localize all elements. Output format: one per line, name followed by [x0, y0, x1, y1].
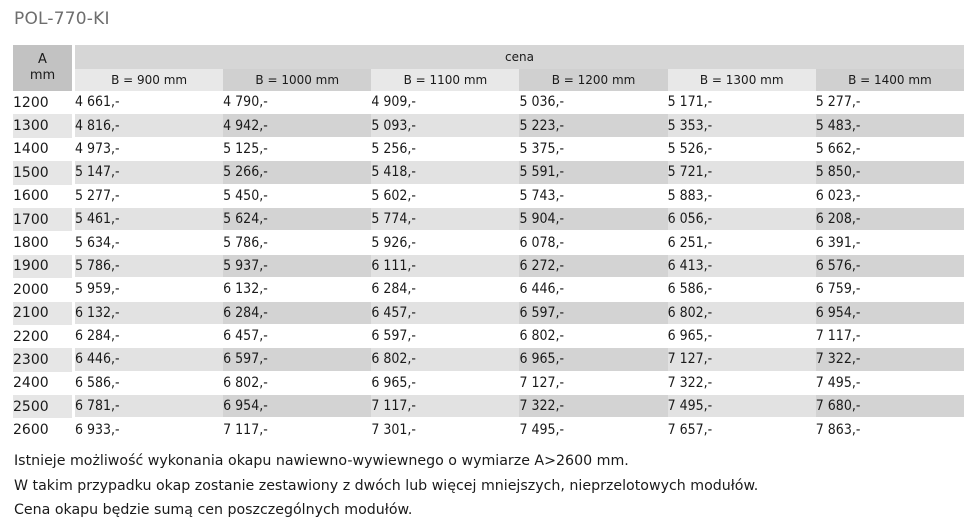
price-cell: 6 965,-: [668, 325, 816, 348]
price-cell: 7 117,-: [223, 418, 371, 441]
price-cell: 6 954,-: [816, 302, 964, 325]
price-table: [13, 45, 964, 442]
price-cell: 6 965,-: [371, 372, 519, 395]
table-row: [13, 161, 964, 184]
price-cell: 6 802,-: [668, 302, 816, 325]
price-cell: 7 117,-: [816, 325, 964, 348]
note-line: W takim przypadku okap zostanie zestawiony z dwóch lub więcej mniejszych, nieprzelotowych modułów.: [14, 477, 759, 494]
price-cell: 7 322,-: [519, 395, 667, 418]
b-dimension-header: B = 1100 mm: [371, 69, 519, 91]
price-cell: 5 418,-: [371, 161, 519, 184]
price-cell: 6 284,-: [371, 278, 519, 301]
a-dimension-cell: 2500: [13, 395, 75, 418]
price-cell: 6 954,-: [223, 395, 371, 418]
table-row: [13, 255, 964, 278]
price-cell: 5 774,-: [371, 208, 519, 231]
price-cell: 4 942,-: [223, 114, 371, 137]
price-cell: 6 586,-: [75, 372, 223, 395]
table-row: [13, 208, 964, 231]
price-cell: 6 759,-: [816, 278, 964, 301]
price-cell: 6 023,-: [816, 185, 964, 208]
table-row: [13, 278, 964, 301]
price-cell: 5 634,-: [75, 231, 223, 254]
note-line: Cena okapu będzie sumą cen poszczególnych modułów.: [14, 502, 413, 518]
table-row: [13, 348, 964, 371]
price-cell: 6 597,-: [371, 325, 519, 348]
price-cell: 6 802,-: [371, 348, 519, 371]
table-row: [13, 372, 964, 395]
price-cell: 5 147,-: [75, 161, 223, 184]
a-dimension-cell: 1700: [13, 208, 75, 231]
price-cell: 4 973,-: [75, 138, 223, 161]
price-cell: 5 093,-: [371, 114, 519, 137]
price-cell: 5 721,-: [668, 161, 816, 184]
price-cell: 7 495,-: [816, 372, 964, 395]
price-cell: 5 461,-: [75, 208, 223, 231]
price-cell: 7 322,-: [668, 372, 816, 395]
price-cell: 5 624,-: [223, 208, 371, 231]
a-header-label: A: [38, 52, 47, 67]
price-cell: 5 743,-: [519, 185, 667, 208]
b-dimension-header: B = 1200 mm: [519, 69, 667, 91]
price-cell: 6 272,-: [519, 255, 667, 278]
a-dimension-cell: 2000: [13, 278, 75, 301]
price-cell: 5 850,-: [816, 161, 964, 184]
b-dimension-header-row: [13, 69, 964, 91]
table-row: [13, 325, 964, 348]
table-row: [13, 395, 964, 418]
price-cell: 7 301,-: [371, 418, 519, 441]
price-table-body: [13, 91, 964, 442]
price-cell: 7 322,-: [816, 348, 964, 371]
a-dimension-cell: 1500: [13, 161, 75, 184]
price-cell: 6 132,-: [75, 302, 223, 325]
price-cell: 6 597,-: [519, 302, 667, 325]
a-dimension-cell: 2100: [13, 302, 75, 325]
b-dimension-header: B = 900 mm: [75, 69, 223, 91]
a-dimension-cell: 1600: [13, 185, 75, 208]
table-row: [13, 91, 964, 114]
price-cell: 7 495,-: [519, 418, 667, 441]
price-cell: 5 353,-: [668, 114, 816, 137]
price-cell: 5 277,-: [75, 185, 223, 208]
price-cell: 7 127,-: [668, 348, 816, 371]
price-cell: 7 495,-: [668, 395, 816, 418]
price-cell: 5 591,-: [519, 161, 667, 184]
price-cell: 5 223,-: [519, 114, 667, 137]
b-dimension-header: B = 1300 mm: [668, 69, 816, 91]
price-cell: 6 781,-: [75, 395, 223, 418]
table-row: [13, 185, 964, 208]
table-row: [13, 114, 964, 137]
price-cell: 5 959,-: [75, 278, 223, 301]
price-cell: 5 256,-: [371, 138, 519, 161]
a-header-unit: mm: [29, 68, 56, 83]
price-cell: 6 446,-: [75, 348, 223, 371]
a-dimension-header: [13, 45, 75, 91]
b-dimension-header: B = 1000 mm: [223, 69, 371, 91]
a-dimension-cell: 1900: [13, 255, 75, 278]
price-cell: 4 790,-: [223, 91, 371, 114]
b-dimension-header: B = 1400 mm: [816, 69, 964, 91]
price-cell: 6 284,-: [223, 302, 371, 325]
table-row: [13, 418, 964, 441]
table-row: [13, 138, 964, 161]
price-cell: 6 446,-: [519, 278, 667, 301]
price-cell: 6 413,-: [668, 255, 816, 278]
price-cell: 6 208,-: [816, 208, 964, 231]
price-cell: 6 597,-: [223, 348, 371, 371]
price-cell: 7 117,-: [371, 395, 519, 418]
table-row: [13, 302, 964, 325]
price-cell: 6 251,-: [668, 231, 816, 254]
price-cell: 5 375,-: [519, 138, 667, 161]
price-cell: 5 602,-: [371, 185, 519, 208]
price-cell: 5 786,-: [75, 255, 223, 278]
product-title: POL-770-KI: [14, 9, 110, 29]
price-cell: 6 965,-: [519, 348, 667, 371]
price-cell: 6 802,-: [223, 372, 371, 395]
price-cell: 5 483,-: [816, 114, 964, 137]
price-header: cena: [75, 45, 964, 69]
table-row: [13, 231, 964, 254]
a-dimension-cell: 1300: [13, 114, 75, 137]
price-cell: 6 391,-: [816, 231, 964, 254]
price-cell: 5 125,-: [223, 138, 371, 161]
price-cell: 5 171,-: [668, 91, 816, 114]
price-cell: 6 132,-: [223, 278, 371, 301]
notes: [14, 449, 758, 523]
price-cell: 5 662,-: [816, 138, 964, 161]
price-cell: 6 457,-: [371, 302, 519, 325]
price-cell: 4 909,-: [371, 91, 519, 114]
price-cell: 6 586,-: [668, 278, 816, 301]
a-dimension-cell: 1200: [13, 91, 75, 114]
price-cell: 7 680,-: [816, 395, 964, 418]
a-dimension-cell: 2300: [13, 348, 75, 371]
price-cell: 6 056,-: [668, 208, 816, 231]
a-dimension-cell: 1800: [13, 231, 75, 254]
price-cell: 5 266,-: [223, 161, 371, 184]
price-cell: 5 786,-: [223, 231, 371, 254]
price-cell: 6 457,-: [223, 325, 371, 348]
a-dimension-cell: 2600: [13, 418, 75, 441]
a-dimension-cell: 2400: [13, 372, 75, 395]
price-cell: 5 937,-: [223, 255, 371, 278]
price-cell: 5 926,-: [371, 231, 519, 254]
price-cell: 6 933,-: [75, 418, 223, 441]
note-line: Istnieje możliwość wykonania okapu nawiewno-wywiewnego o wymiarze A>2600 mm.: [14, 453, 629, 469]
price-cell: 7 657,-: [668, 418, 816, 441]
price-cell: 5 277,-: [816, 91, 964, 114]
price-cell: 5 036,-: [519, 91, 667, 114]
price-cell: 7 863,-: [816, 418, 964, 441]
price-cell: 7 127,-: [519, 372, 667, 395]
price-cell: 6 284,-: [75, 325, 223, 348]
price-cell: 5 904,-: [519, 208, 667, 231]
a-dimension-cell: 2200: [13, 325, 75, 348]
price-cell: 6 078,-: [519, 231, 667, 254]
price-cell: 6 111,-: [371, 255, 519, 278]
a-dimension-cell: 1400: [13, 138, 75, 161]
price-cell: 4 816,-: [75, 114, 223, 137]
price-cell: 6 802,-: [519, 325, 667, 348]
price-cell: 5 526,-: [668, 138, 816, 161]
price-cell: 5 450,-: [223, 185, 371, 208]
price-cell: 5 883,-: [668, 185, 816, 208]
price-cell: 6 576,-: [816, 255, 964, 278]
price-cell: 4 661,-: [75, 91, 223, 114]
